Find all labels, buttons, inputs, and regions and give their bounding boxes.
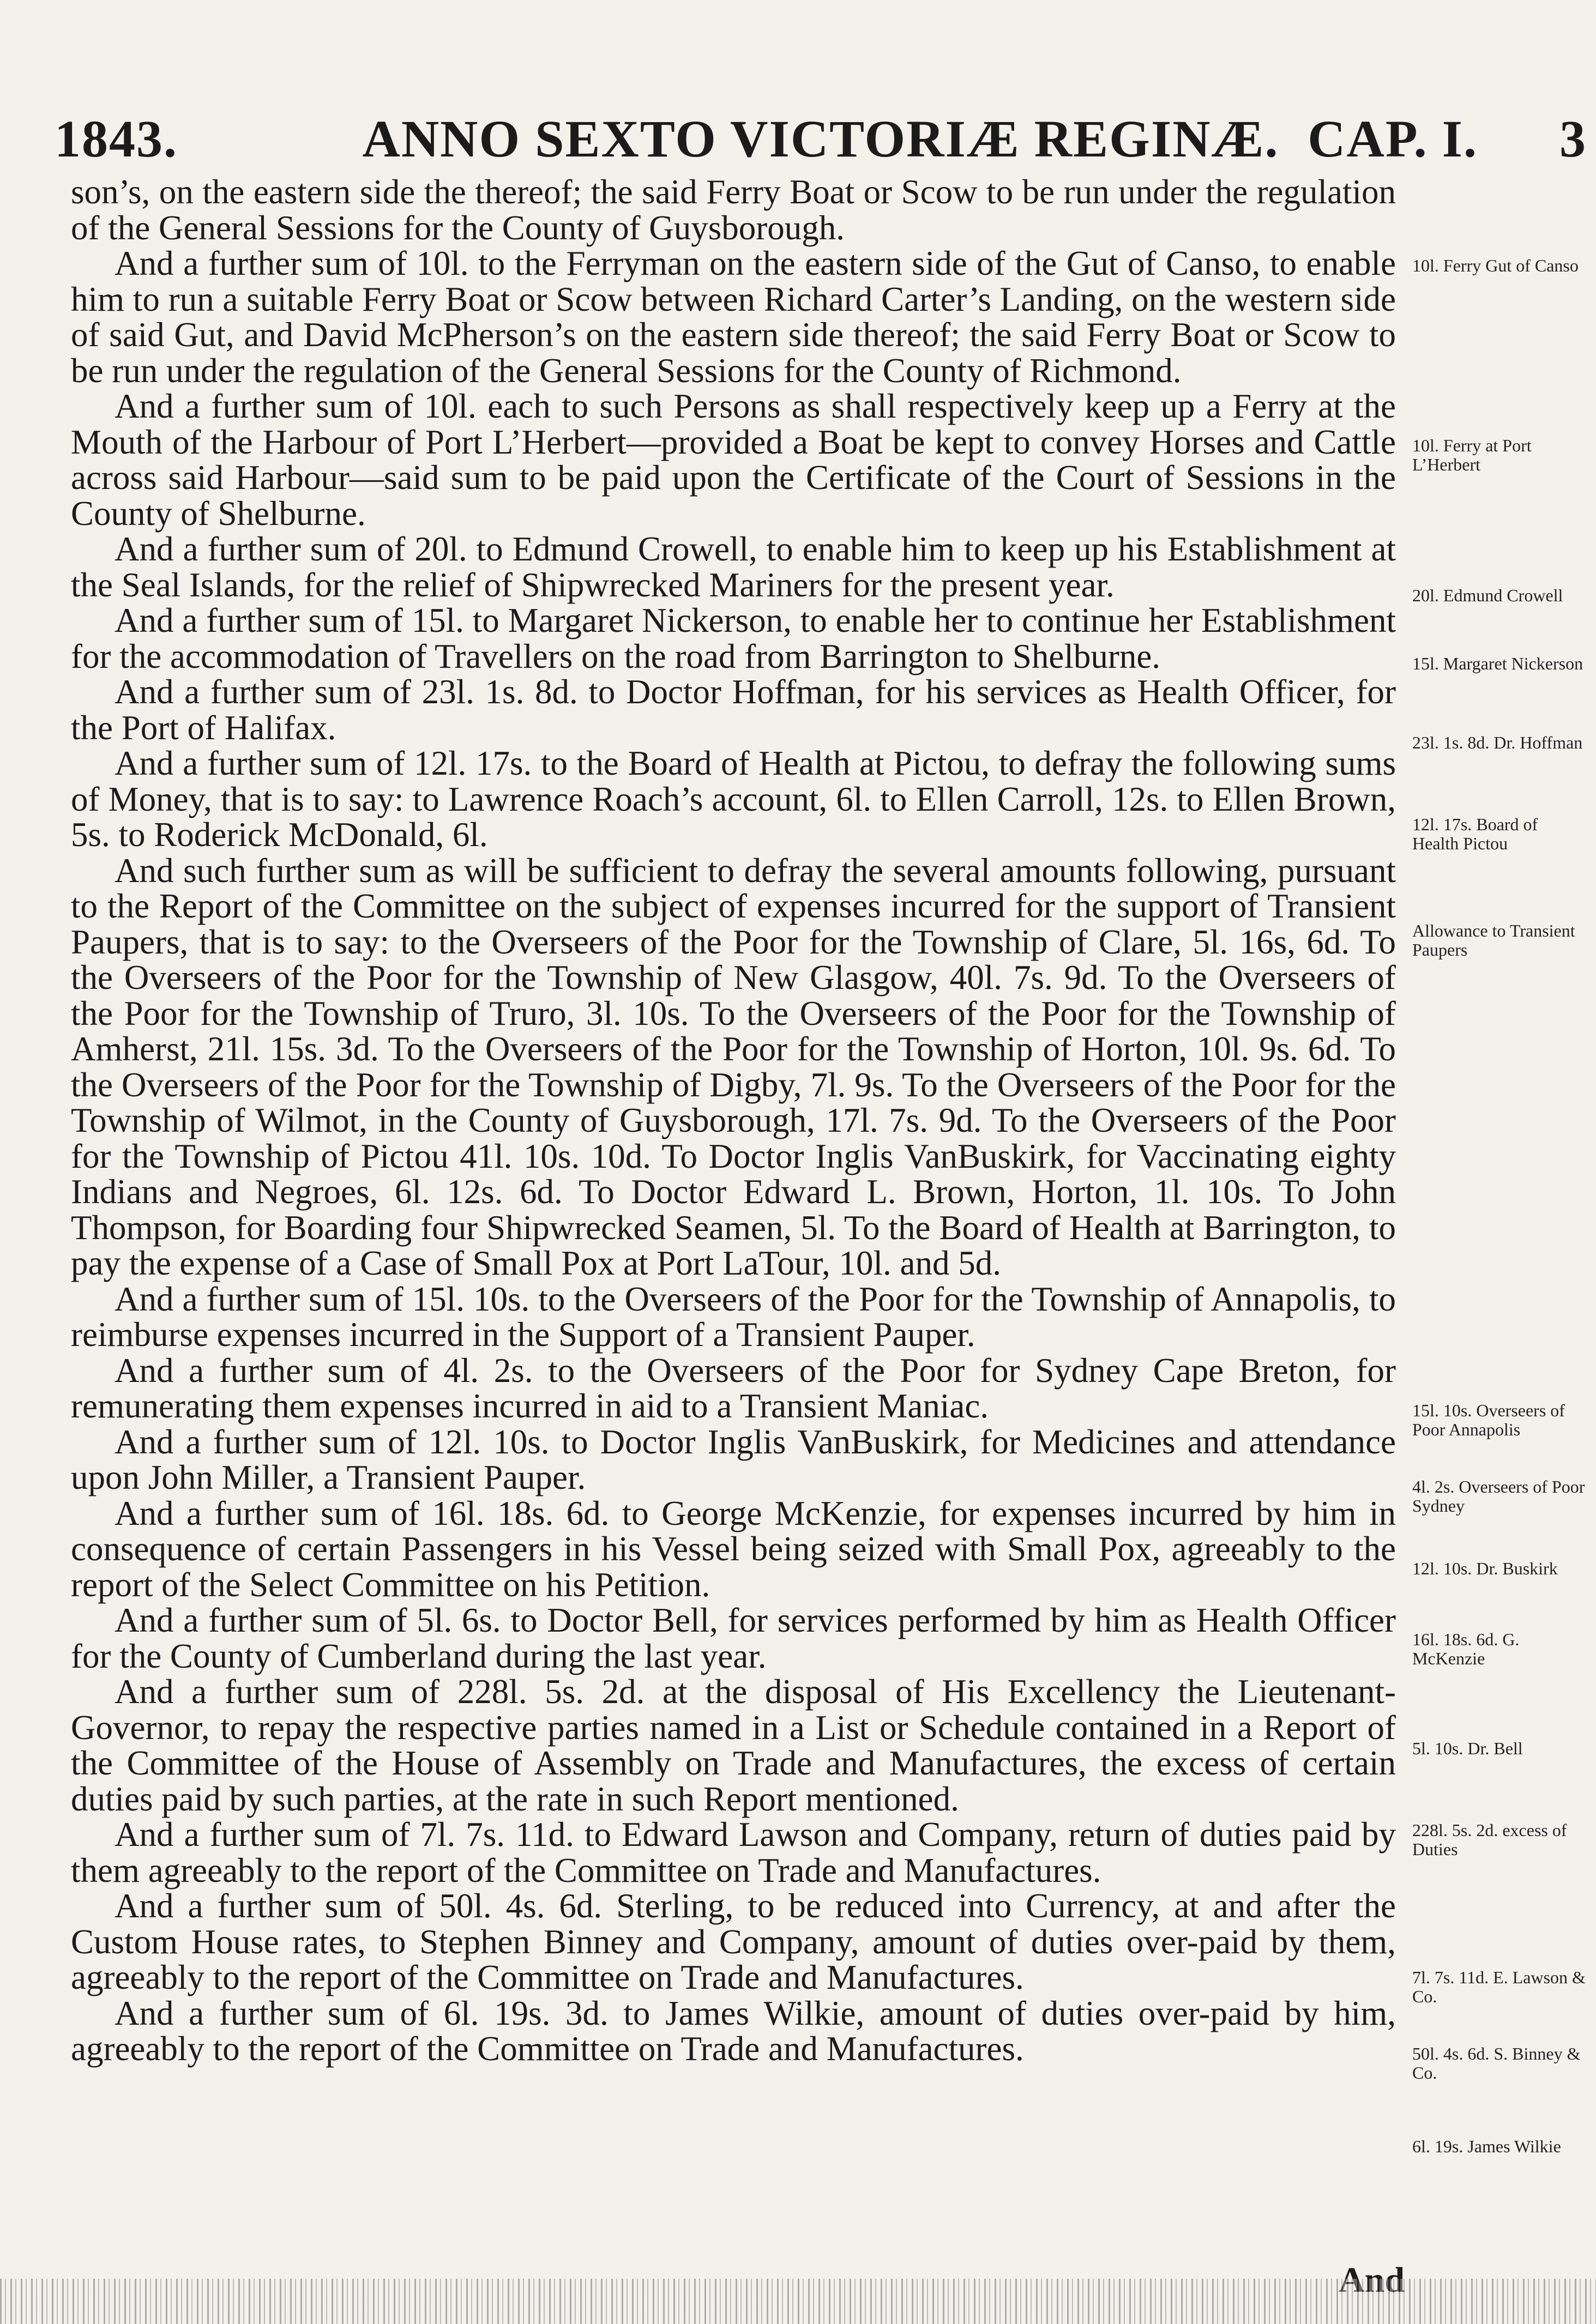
paragraph: And a further sum of 4l. 2s. to the Overseers of the Poor for Sydney Cape Breton, for remunerating them expenses incurred in aid to a Transient Maniac. xyxy=(71,1351,1396,1425)
header-year: 1843. xyxy=(55,110,178,168)
paragraph: And such further sum as will be sufficient to defray the several amounts following, pursuant to the Report of the Committee on the subject of expenses incurred for the support of Transient Paupers, that is to say: to the Overseers of the Poor for the Township of Clare, 5l. 16s, 6d. To the Overseers of the Poor for the Township of New Glasgow, 40l. 7s. 9d. To the Overseers of the Poor for the Township of Truro, 3l. 10s. To the Overseers of the Poor for the Township of Amherst, 21l. 15s. 3d. To the Overseers of the Poor for the Township of Horton, 10l. 9s. 6d. To the Overseers of the Poor for the Township of Digby, 7l. 9s. To the Overseers of the Poor for the Township of Wilmot, in the County of Guysborough, 17l. 7s. 9d. To the Overseers of the Poor for the Township of Pictou 41l. 10s. 10d. To Doctor Inglis VanBuskirk, for Vaccinating eighty Indians and Negroes, 6l. 12s. 6d. To Doctor Edward L. Brown, Horton, 1l. 10s. To John Thompson, for Boarding four Shipwrecked Seamen, 5l. To the Board of Health at Barrington, to pay the expense of a Case of Small Pox at Port LaTour, 10l. and 5d. xyxy=(71,851,1396,1282)
scan-edge-noise xyxy=(0,2279,1596,2324)
paragraph: And a further sum of 228l. 5s. 2d. at the disposal of His Excellency the Lieutenant-Governor, to repay the respective parties named in a List or Schedule contained in a Report of the Committee of the House of Assembly on Trade and Manufactures, the excess of certain duties paid by such parties, at the rate in such Report mentioned. xyxy=(71,1673,1396,1818)
margin-note: 4l. 2s. Overseers of Poor Sydney xyxy=(1412,1477,1585,1516)
paragraph: And a further sum of 50l. 4s. 6d. Sterling, to be reduced into Currency, at and after the Custom House rates, to Stephen Binney and Company, amount of duties over-paid by them, agreeably to the report of the Committee on Trade and Manufactures. xyxy=(71,1887,1396,1996)
paragraph: And a further sum of 15l. to Margaret Nickerson, to enable her to continue her Establishment for the accommodation of Travellers on the road from Barrington to Shelburne. xyxy=(71,601,1396,675)
margin-note: 15l. 10s. Overseers of Poor Annapolis xyxy=(1412,1401,1565,1439)
paragraph: And a further sum of 16l. 18s. 6d. to George McKenzie, for expenses incurred by him in consequence of certain Passengers in his Vessel being seized with Small Pox, agreeably to the report of the Select Committee on his Petition. xyxy=(71,1494,1396,1604)
margin-note: 10l. Ferry Gut of Canso xyxy=(1412,256,1579,275)
margin-note: 6l. 19s. James Wilkie xyxy=(1412,2136,1561,2156)
paragraph: And a further sum of 10l. each to such Persons as shall respectively keep up a Ferry at the Mouth of the Harbour of Port L’Herbert—provided a Boat be kept to convey Horses and Cattle across said Harbour—said sum to be paid upon the Certificate of the Court of Sessions in the County of Shelburne. xyxy=(71,387,1396,533)
margin-note: 7l. 7s. 11d. E. Lawson & Co. xyxy=(1412,1967,1586,2006)
paragraph: And a further sum of 7l. 7s. 11d. to Edward Lawson and Company, return of duties paid by them agreeably to the report of the Committee on Trade and Manufactures. xyxy=(71,1815,1396,1890)
margin-note: 16l. 18s. 6d. G. McKenzie xyxy=(1412,1629,1520,1668)
paragraph: And a further sum of 6l. 19s. 3d. to James Wilkie, amount of duties over-paid by him, agreeably to the report of the Committee on Trade and Manufactures. xyxy=(71,1994,1396,2068)
margin-note: 10l. Ferry at Port L’Herbert xyxy=(1412,436,1532,474)
paragraph: And a further sum of 15l. 10s. to the Overseers of the Poor for the Township of Annapolis, to reimburse expenses incurred in the Support of a Transient Pauper. xyxy=(71,1279,1396,1354)
paragraph: And a further sum of 23l. 1s. 8d. to Doctor Hoffman, for his services as Health Officer, for the Port of Halifax. xyxy=(71,673,1396,747)
paragraph: And a further sum of 12l. 17s. to the Board of Health at Pictou, to defray the following sums of Money, that is to say: to Lawrence Roach’s account, 6l. to Ellen Carroll, 12s. to Ellen Brown, 5s. to Roderick McDonald, 6l. xyxy=(71,744,1396,854)
paragraph: And a further sum of 12l. 10s. to Doctor Inglis VanBuskirk, for Medicines and attendance upon John Miller, a Transient Pauper. xyxy=(71,1422,1396,1496)
header-chapter: CAP. I. xyxy=(1308,110,1478,168)
margin-note: 23l. 1s. 8d. Dr. Hoffman xyxy=(1412,733,1583,752)
body-text xyxy=(71,174,1396,2067)
paragraph: And a further sum of 20l. to Edmund Crowell, to enable him to keep up his Establishment at the Seal Islands, for the relief of Shipwrecked Mariners for the present year. xyxy=(71,530,1396,604)
margin-note: 228l. 5s. 2d. excess of Duties xyxy=(1412,1820,1567,1859)
margin-note: 5l. 10s. Dr. Bell xyxy=(1412,1739,1523,1758)
margin-note: 15l. Margaret Nickerson xyxy=(1412,654,1583,673)
paragraph: son’s, on the eastern side the thereof; the said Ferry Boat or Scow to be run under the regulation of the General Sessions for the County of Guysborough. xyxy=(71,173,1396,247)
margin-note: 12l. 17s. Board of Health Pictou xyxy=(1412,814,1538,853)
header-title: ANNO SEXTO VICTORIÆ REGINÆ. xyxy=(362,110,1279,168)
margin-note: 50l. 4s. 6d. S. Binney & Co. xyxy=(1412,2044,1581,2082)
margin-note: 20l. Edmund Crowell xyxy=(1412,585,1563,605)
margin-note: 12l. 10s. Dr. Buskirk xyxy=(1412,1559,1558,1578)
paragraph: And a further sum of 5l. 6s. to Doctor Bell, for services performed by him as Health Officer for the County of Cumberland during the last year. xyxy=(71,1601,1396,1675)
margin-note: Allowance to Transient Paupers xyxy=(1412,921,1575,959)
page-header xyxy=(55,109,1587,169)
page-number: 3 xyxy=(1559,110,1587,168)
catchword: And xyxy=(1339,2260,1405,2300)
paragraph: And a further sum of 10l. to the Ferryman on the eastern side of the Gut of Canso, to enable him to run a suitable Ferry Boat or Scow between Richard Carter’s Landing, on the western side of said Gut, and David McPherson’s on the eastern side thereof; the said Ferry Boat or Scow to be run under the regulation of the General Sessions for the County of Richmond. xyxy=(71,244,1396,390)
